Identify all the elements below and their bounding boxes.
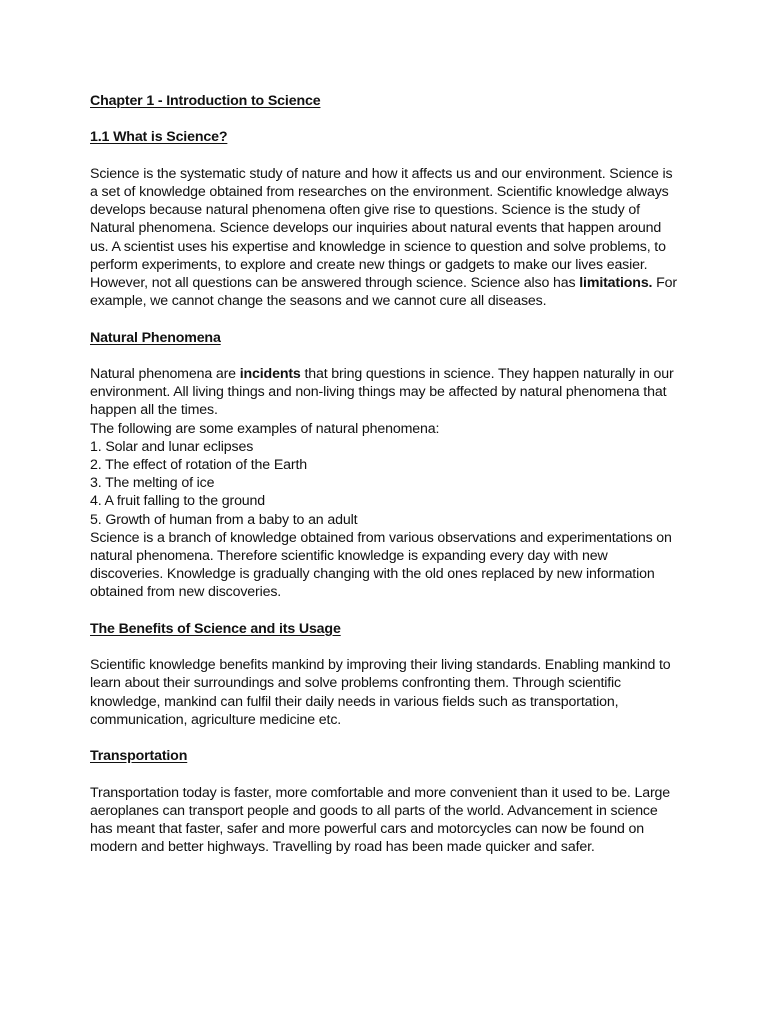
spacer [90, 729, 680, 747]
transportation-paragraph: Transportation today is faster, more comfortable and more convenient than it used to be. Large aeroplanes can transport people and goods to all parts of the world. Advancement in science has meant that faster, safer and more powerful cars and motorcycles can now be found on modern and better highways. Travelling by road has been made quicker and safer. [90, 784, 671, 856]
list-item: 1. Solar and lunar eclipses [90, 438, 254, 455]
spacer [90, 310, 680, 328]
section-heading-transportation: Transportation [90, 748, 188, 765]
spacer [90, 602, 680, 620]
list-item: 2. The effect of rotation of the Earth [90, 457, 307, 473]
natural-phenomena-closing: Science is a branch of knowledge obtained from various observations and experimentations on natural phenomena. Therefore scientific knowledge is expanding every day with new discoveries. Knowledge is gradually changing with the old ones replaced by new information obtained from new discoveries. [90, 529, 672, 601]
paragraph-text: Natural phenomena are [90, 365, 240, 382]
bold-term-incidents: incidents [239, 365, 301, 382]
what-is-science-paragraph [90, 165, 680, 311]
spacer [90, 765, 680, 783]
list-item: 5. Growth of human from a baby to an adult [90, 511, 358, 528]
paragraph-text: For example, we cannot change the seasons and we cannot cure all diseases. [90, 275, 677, 310]
paragraph-text: Science is the systematic study of nature and how it affects us and our environment. Science is a set of knowledge obtained from researches on the environment. Scientific knowledge always develops because natural phenomena often give rise to questions. Science is the study of Natural phenomena. Science develops our inquiries about natural events that happen around us. A scientist uses his expertise and knowledge in science to question and solve problems, to perform experiments, to explore and create new things or gadgets to make our lives easier. However, not all questions can be answered through science. Science also has [90, 165, 673, 291]
list-item: 4. A fruit falling to the ground [90, 493, 266, 510]
spacer [90, 638, 680, 656]
list-intro: The following are some examples of natural phenomena: [90, 420, 440, 437]
spacer [90, 347, 680, 365]
bold-term-limitations: limitations. [579, 275, 653, 291]
chapter-title: Chapter 1 - Introduction to Science [90, 93, 321, 109]
spacer [90, 110, 680, 128]
section-heading-benefits: The Benefits of Science and its Usage [90, 620, 341, 637]
list-item: 3. The melting of ice [90, 475, 215, 492]
benefits-paragraph: Scientific knowledge benefits mankind by improving their living standards. Enabling mankind to learn about their surroundings and solve problems confronting them. Through scientific knowledge, mankind can fulfil their daily needs in various fields such as transportation, communication, agriculture medicine etc. [90, 657, 671, 728]
natural-phenomena-intro [90, 365, 680, 420]
section-heading-natural-phenomena: Natural Phenomena [90, 329, 221, 346]
paragraph-text: that bring questions in science. They happen naturally in our environment. All living things and non-living things may be affected by natural phenomena that happen all the times. [90, 365, 674, 419]
spacer [90, 147, 680, 165]
document-page [90, 92, 680, 856]
section-heading-what-is-science: 1.1 What is Science? [90, 129, 228, 146]
